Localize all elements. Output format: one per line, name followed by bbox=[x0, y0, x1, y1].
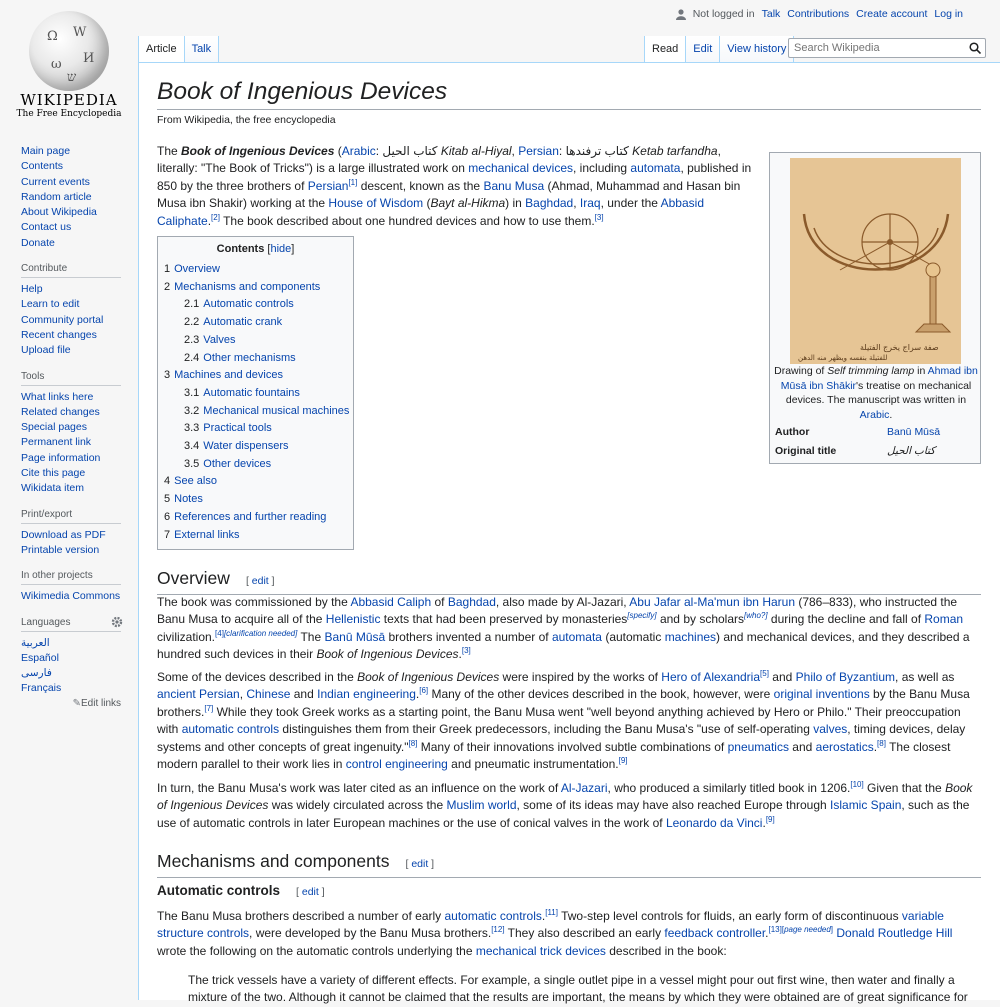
toc-item[interactable] bbox=[164, 403, 353, 421]
sidebar-print-item[interactable] bbox=[21, 528, 121, 543]
print-portal bbox=[21, 509, 121, 559]
toc-item-link[interactable]: External links bbox=[174, 528, 240, 541]
link[interactable]: Islamic Spain bbox=[830, 798, 902, 813]
sidebar-language-link[interactable]: العربية bbox=[21, 636, 50, 649]
section-heading-overview: Overview [ edit ] bbox=[157, 567, 981, 595]
toc-item-link[interactable]: Notes bbox=[174, 493, 203, 506]
tab-article[interactable]: Article bbox=[139, 36, 185, 62]
sidebar-contribute-link[interactable]: Learn to edit bbox=[21, 298, 80, 311]
toc-item-link[interactable]: Other mechanisms bbox=[203, 351, 296, 364]
toc-item-link[interactable]: See also bbox=[174, 475, 217, 488]
puzzle-globe-icon: Ω W И ω ש bbox=[29, 11, 109, 91]
toc-item-number: 6 bbox=[164, 510, 171, 523]
contribute-heading: Contribute bbox=[21, 263, 121, 278]
wordmark: WIKIPEDIA bbox=[20, 91, 118, 109]
link[interactable]: automata bbox=[551, 629, 602, 644]
toc-item-link[interactable]: Machines and devices bbox=[174, 369, 283, 382]
link[interactable]: original inventions bbox=[773, 687, 870, 702]
toc-item-number: 3.2 bbox=[184, 404, 200, 417]
languages-heading: Languages bbox=[21, 617, 121, 632]
toc-item-link[interactable]: Automatic controls bbox=[203, 298, 294, 311]
sidebar-print-link[interactable]: Download as PDF bbox=[21, 528, 106, 541]
sidebar-nav-link[interactable]: About Wikipedia bbox=[21, 206, 97, 219]
toc-item[interactable] bbox=[164, 261, 353, 279]
toc-item-number: 2.2 bbox=[184, 316, 200, 329]
toc-item[interactable] bbox=[164, 367, 353, 385]
sidebar-language-item[interactable] bbox=[21, 666, 121, 681]
original-title-value: كتاب الحيل bbox=[887, 445, 936, 457]
tab-view-history[interactable]: View history bbox=[720, 36, 794, 62]
toc-item-number: 1 bbox=[164, 263, 171, 275]
sidebar-print-link[interactable]: Printable version bbox=[21, 543, 100, 556]
sidebar-nav-item[interactable] bbox=[21, 175, 121, 190]
sidebar-nav-item[interactable] bbox=[21, 220, 121, 235]
link[interactable]: aerostatics bbox=[815, 739, 874, 754]
tab-read[interactable]: Read bbox=[645, 36, 686, 62]
link[interactable]: feedback controller bbox=[664, 926, 766, 941]
sidebar-tools-item[interactable] bbox=[21, 390, 121, 405]
toc-item[interactable] bbox=[164, 438, 353, 456]
link[interactable]: machines bbox=[664, 629, 717, 644]
edit-links[interactable] bbox=[21, 698, 121, 709]
link[interactable]: variable structure controls bbox=[157, 909, 944, 941]
toc-title: Contents [hide] bbox=[216, 243, 295, 255]
pencil-icon: ✎ bbox=[72, 697, 81, 709]
author-link[interactable]: Banū Mūsā bbox=[887, 426, 941, 438]
sidebar-print-item[interactable] bbox=[21, 543, 121, 558]
link[interactable]: pneumatics bbox=[727, 739, 789, 754]
sidebar bbox=[0, 140, 138, 709]
link[interactable]: Arabic bbox=[341, 144, 376, 158]
page-title: Book of Ingenious Devices bbox=[157, 76, 981, 110]
link[interactable]: ancient Persian bbox=[157, 687, 240, 702]
link[interactable]: Leonardo da Vinci bbox=[665, 815, 763, 830]
toc-item-number: 2.1 bbox=[184, 298, 200, 311]
link[interactable]: Muslim world bbox=[446, 798, 517, 813]
contributions-link[interactable]: Contributions bbox=[787, 8, 850, 20]
svg-text:صفة سراج يخرج الفتيلة: صفة سراج يخرج الفتيلة bbox=[860, 343, 939, 352]
sidebar-nav-item[interactable] bbox=[21, 159, 121, 174]
toc-item[interactable] bbox=[164, 491, 353, 509]
sidebar-nav-item[interactable] bbox=[21, 236, 121, 251]
sidebar-contribute-link[interactable]: Help bbox=[21, 283, 43, 296]
contribute-portal bbox=[21, 263, 121, 358]
original-title-label: Original title bbox=[775, 445, 837, 457]
link[interactable]: House of Wisdom bbox=[328, 196, 424, 211]
site-subtitle: From Wikipedia, the free encyclopedia bbox=[157, 114, 336, 126]
link[interactable]: Philo of Byzantium bbox=[795, 670, 896, 684]
sidebar-projects-item[interactable] bbox=[21, 589, 121, 604]
tools-heading: Tools bbox=[21, 371, 121, 386]
toc-item-link[interactable]: Automatic fountains bbox=[203, 386, 300, 399]
sidebar-tools-link[interactable]: What links here bbox=[21, 390, 94, 403]
sidebar-contribute-link[interactable]: Upload file bbox=[21, 344, 71, 357]
overview-paragraph-2: Some of the devices described in the Book of Ingenious Devices were inspired by the works of Hero of Alexandria[5] and Philo of Byzantium, as well as ancient Persian, Chinese and Indian engineering.[6] Many of the other devices described in the book, however, were original inventions by the Banu Musa brothers.[7] While they took Greek works as a starting point, the Banu Musa went "well beyond anything achieved by Hero or Philo." Their preoccupation with automatic controls distinguishes them from their Greek predecessors, including the Banu Musa's "use of self-operating valves, timing devices, delay systems and other concepts of great ingenuity."[8] Many of their innovations involved subtle combinations of pneumatics and aerostatics.[8] The closest modern parallel to their work lies in control engineering and pneumatic instrumentation.[9] bbox=[157, 669, 970, 772]
toc-item-number: 3.1 bbox=[184, 386, 200, 399]
projects-heading: In other projects bbox=[21, 570, 121, 585]
print-heading: Print/export bbox=[21, 509, 121, 524]
link[interactable]: Hero of Alexandria bbox=[661, 670, 761, 684]
link[interactable]: Al-Jazari bbox=[560, 781, 608, 795]
sidebar-language-item[interactable] bbox=[21, 636, 121, 651]
logo-tagline: The Free Encyclopedia bbox=[16, 109, 122, 119]
toc-item-link[interactable]: Overview bbox=[174, 263, 220, 275]
link[interactable]: Chinese bbox=[246, 687, 291, 702]
link[interactable]: Persian bbox=[518, 144, 559, 158]
toc-item-number: 7 bbox=[164, 528, 171, 541]
toc-item[interactable] bbox=[164, 527, 353, 545]
link[interactable]: Iraq bbox=[579, 196, 601, 211]
author-label: Author bbox=[775, 426, 810, 438]
gear-icon[interactable] bbox=[111, 616, 123, 628]
toc-item-link[interactable]: Automatic crank bbox=[203, 316, 283, 329]
toc-item-link[interactable]: Other devices bbox=[203, 457, 272, 470]
sidebar-nav-item[interactable] bbox=[21, 144, 121, 159]
toc-item-number: 3.5 bbox=[184, 457, 200, 470]
overview-paragraph-1: The book was commissioned by the Abbasid Caliph of Baghdad, also made by Al-Jazari, Abu Jafar al-Ma'mun ibn Harun (786–833), who instructed the Banu Musa to acquire all of the Hellenistic texts that had been preserved by monasteries[specify] and by scholars[who?] during the decline and fall of Roman civilization.[4][clarification needed] The Banū Mūsā brothers invented a number of automata (automatic machines) and mechanical devices, and they described a hundred such devices in their Book of Ingenious Devices.[3] bbox=[157, 595, 970, 662]
namespace-tabs bbox=[138, 36, 219, 62]
link[interactable]: Banu Musa bbox=[483, 178, 545, 193]
sidebar-language-item[interactable] bbox=[21, 681, 121, 696]
languages-portal bbox=[21, 617, 121, 709]
link[interactable]: Donald Routledge Hill bbox=[836, 926, 953, 941]
sidebar-tools-item[interactable] bbox=[21, 466, 121, 481]
table-of-contents bbox=[157, 236, 354, 550]
sidebar-contribute-link[interactable]: Community portal bbox=[21, 313, 104, 326]
user-icon bbox=[676, 9, 686, 20]
sidebar-nav-item[interactable] bbox=[21, 190, 121, 205]
edit-section-link[interactable]: edit bbox=[411, 858, 429, 870]
sidebar-tools-item[interactable] bbox=[21, 405, 121, 420]
caption-author-link[interactable]: Ahmad ibn Mūsā ibn Shākir bbox=[780, 365, 978, 392]
sidebar-tools-item[interactable] bbox=[21, 451, 121, 466]
edit-links-label[interactable]: Edit links bbox=[80, 697, 121, 709]
wikipedia-logo[interactable] bbox=[0, 0, 138, 130]
toc-item-link[interactable]: Mechanical musical machines bbox=[203, 404, 350, 417]
section-heading-mechanisms: Mechanisms and components [ edit ] bbox=[157, 850, 981, 878]
sidebar-language-link[interactable]: فارسی bbox=[21, 667, 52, 680]
infobox-title-row bbox=[775, 445, 975, 461]
infobox-author-row bbox=[775, 426, 975, 442]
lead-paragraph: The Book of Ingenious Devices (Arabic: كتاب الحيل Kitab al-Hiyal, Persian: كتاب ترفندها Ketab tarfandha, literally: "The Book of Tricks") is a large illustrated work on mechanical devices, including automata, published in 850 by the three brothers of Persian[1] descent, known as the Banu Musa (Ahmad, Muhammad and Hasan bin Musa ibn Shakir) working at the House of Wisdom (Bayt al-Hikma) in Baghdad, Iraq, under the Abbasid Caliphate.[2] The book described about one hundred devices and how to use them.[3] bbox=[157, 144, 752, 228]
toc-item[interactable] bbox=[164, 473, 353, 491]
login-link[interactable]: Log in bbox=[934, 8, 963, 20]
edit-section-link[interactable]: edit bbox=[301, 886, 319, 898]
sidebar-tools-link[interactable]: Wikidata item bbox=[21, 482, 85, 495]
sidebar-tools-link[interactable]: Page information bbox=[21, 451, 101, 464]
mechanisms-paragraph-1: The Banu Musa brothers described a number of early automatic controls.[11] Two-step level controls for fluids, an early form of discontinuous variable structure controls, were developed by the Banu Musa brothers.[12] They also described an early feedback controller.[13][page needed] Donald Routledge Hill wrote the following on the automatic controls underlying the mechanical trick devices described in the book: bbox=[157, 908, 953, 958]
caption-arabic-link[interactable]: Arabic bbox=[859, 408, 890, 421]
link[interactable]: Banū Mūsā bbox=[324, 629, 386, 644]
sidebar-tools-link[interactable]: Related changes bbox=[21, 405, 100, 418]
toc-item-number: 2 bbox=[164, 280, 171, 293]
sidebar-contribute-link[interactable]: Recent changes bbox=[21, 328, 97, 341]
overview-paragraph-3: In turn, the Banu Musa's work was later cited as an influence on the work of Al-Jazari, who produced a similarly titled book in 1206.[10] Given that the Book of Ingenious Devices was widely circulated across the Muslim world, some of its ideas may have also reached Europe through Islamic Spain, such as the use of automatic controls in later European machines or the use of conical valves in the work of Leonardo da Vinci.[9] bbox=[157, 780, 973, 830]
sidebar-tools-link[interactable]: Cite this page bbox=[21, 467, 86, 480]
personal-tools bbox=[676, 8, 963, 20]
link[interactable]: valves bbox=[813, 722, 848, 737]
toc-item-link[interactable]: References and further reading bbox=[174, 510, 327, 523]
link[interactable]: automatic controls bbox=[444, 909, 542, 923]
link[interactable]: Abu Jafar al-Ma'mun ibn Harun bbox=[629, 595, 795, 609]
sidebar-nav-link[interactable]: Random article bbox=[21, 190, 92, 203]
manuscript-image[interactable] bbox=[790, 158, 961, 364]
sidebar-tools-link[interactable]: Permanent link bbox=[21, 436, 92, 449]
sidebar-tools-item[interactable] bbox=[21, 420, 121, 435]
link[interactable]: Indian engineering bbox=[317, 687, 416, 702]
link[interactable]: automatic controls bbox=[181, 722, 280, 737]
link[interactable]: control engineering bbox=[345, 757, 448, 772]
sidebar-contribute-item[interactable] bbox=[21, 343, 121, 358]
toc-item-number: 3.4 bbox=[184, 440, 200, 453]
navigation-portal bbox=[21, 144, 121, 251]
sidebar-tools-link[interactable]: Special pages bbox=[21, 421, 87, 434]
toc-item[interactable] bbox=[164, 314, 353, 332]
link[interactable]: automata bbox=[630, 161, 681, 176]
tab-edit[interactable]: Edit bbox=[686, 36, 720, 62]
projects-portal bbox=[21, 570, 121, 604]
toc-item-number: 5 bbox=[164, 493, 171, 506]
toc-item-link[interactable]: Practical tools bbox=[203, 422, 272, 435]
link[interactable]: Persian bbox=[307, 178, 349, 193]
tools-portal bbox=[21, 371, 121, 497]
toc-item[interactable] bbox=[164, 385, 353, 403]
sidebar-contribute-item[interactable] bbox=[21, 328, 121, 343]
sidebar-nav-link[interactable]: Contact us bbox=[21, 221, 72, 234]
sidebar-tools-item[interactable] bbox=[21, 481, 121, 496]
sidebar-projects-link[interactable]: Wikimedia Commons bbox=[21, 590, 121, 603]
sidebar-contribute-item[interactable] bbox=[21, 313, 121, 328]
search-icon[interactable] bbox=[969, 42, 981, 54]
sidebar-language-link[interactable]: Español bbox=[21, 651, 59, 664]
talk-link[interactable]: Talk bbox=[761, 8, 781, 20]
not-logged-in-text: Not logged in bbox=[692, 8, 755, 20]
link[interactable]: Abbasid Caliphate bbox=[157, 196, 704, 228]
link[interactable]: mechanical devices bbox=[468, 161, 574, 176]
sidebar-contribute-item[interactable] bbox=[21, 297, 121, 312]
search-input[interactable] bbox=[788, 38, 986, 58]
link[interactable]: Baghdad bbox=[447, 595, 496, 609]
link[interactable]: Roman bbox=[924, 612, 964, 627]
toc-item[interactable] bbox=[164, 456, 353, 474]
blockquote: The trick vessels have a variety of different effects. For example, a single outlet pipe in a vessel might pour out first wine, then water and finally a mixture of the two. Although it cannot be claimed that the results are important, the means by which they were obtained are of great significance for bbox=[188, 973, 968, 1005]
toc-item-number: 3 bbox=[164, 369, 171, 382]
toc-item-number: 3.3 bbox=[184, 422, 200, 435]
toc-item[interactable] bbox=[164, 350, 353, 368]
toc-item-link[interactable]: Mechanisms and components bbox=[174, 280, 321, 293]
toc-item[interactable] bbox=[164, 332, 353, 350]
link[interactable]: mechanical trick devices bbox=[475, 943, 606, 958]
svg-text:للفتيلة بنفسه ويظهر منه الدهن: للفتيلة بنفسه ويظهر منه الدهن bbox=[798, 354, 888, 362]
lamp-drawing bbox=[790, 158, 961, 364]
toc-item[interactable] bbox=[164, 509, 353, 527]
tab-talk[interactable]: Talk bbox=[185, 36, 220, 62]
toc-item-link[interactable]: Valves bbox=[203, 333, 236, 346]
create-account-link[interactable]: Create account bbox=[856, 8, 928, 20]
sidebar-tools-item[interactable] bbox=[21, 435, 121, 450]
toc-item-number: 4 bbox=[164, 475, 171, 488]
toc-item-number: 2.3 bbox=[184, 333, 200, 346]
toc-item-link[interactable]: Water dispensers bbox=[203, 440, 289, 453]
infobox bbox=[769, 152, 981, 464]
toc-item[interactable] bbox=[164, 279, 353, 297]
sidebar-nav-link[interactable]: Contents bbox=[21, 160, 64, 173]
toc-item[interactable] bbox=[164, 420, 353, 438]
link[interactable]: Baghdad bbox=[525, 196, 574, 211]
sidebar-nav-link[interactable]: Main page bbox=[21, 145, 71, 157]
sidebar-language-link[interactable]: Français bbox=[21, 682, 62, 695]
sidebar-language-item[interactable] bbox=[21, 651, 121, 666]
link[interactable]: Hellenistic bbox=[325, 612, 381, 627]
view-tabs bbox=[644, 36, 794, 62]
sidebar-nav-link[interactable]: Current events bbox=[21, 175, 90, 188]
infobox-caption: Drawing of Self trimming lamp in Ahmad ibn Mūsā ibn Shākir's treatise on mechanical devices. The manuscript was written in Arabic. bbox=[774, 365, 978, 421]
link[interactable]: Abbasid Caliph bbox=[350, 595, 432, 609]
sidebar-contribute-item[interactable] bbox=[21, 282, 121, 297]
toc-hide-link[interactable]: hide bbox=[270, 243, 292, 255]
toc-item-number: 2.4 bbox=[184, 351, 200, 364]
subsection-heading-automatic-controls: Automatic controls [ edit ] bbox=[157, 883, 325, 898]
sidebar-nav-item[interactable] bbox=[21, 205, 121, 220]
toc-item[interactable] bbox=[164, 296, 353, 314]
sidebar-nav-link[interactable]: Donate bbox=[21, 236, 55, 249]
edit-section-link[interactable]: edit bbox=[251, 575, 269, 587]
